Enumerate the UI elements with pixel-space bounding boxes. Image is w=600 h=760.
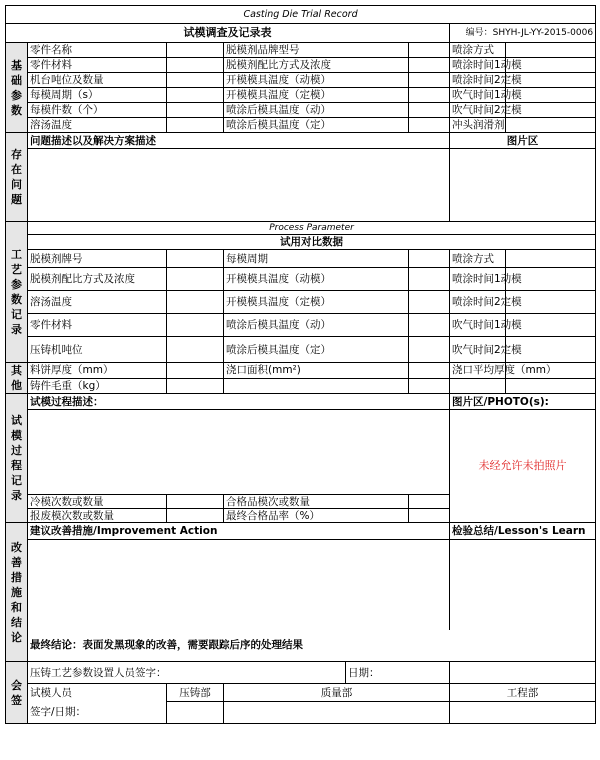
problem-photo-label: 图片区 xyxy=(450,133,596,149)
dept-quality-label: 质量部 xyxy=(224,684,450,702)
final-rate-label: 最终合格品率（%） xyxy=(224,509,409,523)
qualified-label: 合格品模次或数量 xyxy=(224,495,409,509)
basic-value[interactable] xyxy=(409,43,450,58)
basic-params-side-label: 基 础 参 数 xyxy=(6,43,28,133)
process-value[interactable] xyxy=(506,250,596,268)
other-empty[interactable] xyxy=(506,378,596,394)
basic-value[interactable] xyxy=(167,58,224,73)
basic-label: 喷涂时间1动模 xyxy=(450,58,506,73)
process-label: 喷涂时间2定模 xyxy=(450,291,506,314)
dept-die-casting-signature[interactable] xyxy=(167,702,224,724)
basic-label: 吹气时间2定模 xyxy=(450,103,506,118)
basic-value[interactable] xyxy=(409,118,450,133)
process-label: 每模周期 xyxy=(224,250,409,268)
improve-side-label: 改 善 措 施 和 结 论 xyxy=(6,523,28,662)
basic-value[interactable] xyxy=(506,118,596,133)
basic-label: 每模件数（个） xyxy=(28,103,167,118)
basic-value[interactable] xyxy=(167,118,224,133)
dept-engineering-signature[interactable] xyxy=(450,702,596,724)
basic-label: 喷涂时间2定模 xyxy=(450,73,506,88)
document-number: 编号：SHYH-JL-YY-2015-0006 xyxy=(450,24,596,43)
final-rate-value[interactable] xyxy=(409,509,450,523)
casting-weight-value[interactable] xyxy=(167,378,224,394)
process-english-title: Process Parameter xyxy=(28,222,596,235)
basic-value[interactable] xyxy=(409,103,450,118)
gate-thickness-label: 浇口平均厚度（mm） xyxy=(450,363,506,379)
problem-description-label: 问题描述以及解决方案描述 xyxy=(28,133,450,149)
basic-label: 脱模剂品牌型号 xyxy=(224,43,409,58)
basic-value[interactable] xyxy=(506,43,596,58)
other-empty[interactable] xyxy=(224,378,409,394)
basic-label: 溶汤温度 xyxy=(28,118,167,133)
process-value[interactable] xyxy=(409,268,450,291)
process-label: 压铸机吨位 xyxy=(28,337,167,363)
process-label: 溶汤温度 xyxy=(28,291,167,314)
problem-side-label: 存 在 问 题 xyxy=(6,133,28,222)
date-value[interactable] xyxy=(450,662,596,684)
improvement-action-area[interactable] xyxy=(28,540,450,630)
trial-description-area[interactable] xyxy=(28,410,450,495)
process-label: 喷涂后模具温度（动） xyxy=(224,314,409,337)
sign-date-label: 签字/日期： xyxy=(28,702,167,724)
process-value[interactable] xyxy=(167,268,224,291)
basic-value[interactable] xyxy=(167,103,224,118)
basic-label: 机台吨位及数量 xyxy=(28,73,167,88)
cold-shot-label: 冷模次数或数量 xyxy=(28,495,167,509)
trial-description-label: 试模过程描述： xyxy=(28,394,450,410)
process-value[interactable] xyxy=(167,291,224,314)
process-label: 脱模剂牌号 xyxy=(28,250,167,268)
biscuit-thickness-label: 料饼厚度（mm） xyxy=(28,363,167,379)
problem-description-area[interactable] xyxy=(28,149,450,222)
scrap-label: 报废模次数或数量 xyxy=(28,509,167,523)
countersign-side-label: 会 签 xyxy=(6,662,28,724)
scrap-value[interactable] xyxy=(167,509,224,523)
improvement-action-label: 建议改善措施/Improvement Action xyxy=(28,523,450,540)
other-side-label: 其 他 xyxy=(6,363,28,394)
process-value[interactable] xyxy=(167,337,224,363)
basic-label: 开模模具温度（动模） xyxy=(224,73,409,88)
basic-label: 脱模剂配比方式及浓度 xyxy=(224,58,409,73)
cold-shot-value[interactable] xyxy=(167,495,224,509)
other-empty[interactable] xyxy=(450,378,506,394)
record-sheet xyxy=(5,5,595,724)
process-label: 吹气时间1动模 xyxy=(450,314,506,337)
process-side-label: 工 艺 参 数 记 录 xyxy=(6,222,28,363)
basic-value[interactable] xyxy=(167,43,224,58)
trial-photo-label: 图片区/PHOTO(s): xyxy=(450,394,596,410)
dept-quality-signature[interactable] xyxy=(224,702,450,724)
trial-person-label: 试模人员 xyxy=(28,684,167,702)
basic-value[interactable] xyxy=(409,58,450,73)
basic-label: 零件材料 xyxy=(28,58,167,73)
lessons-learned-label: 检验总结/Lesson's Learn xyxy=(450,523,596,540)
biscuit-thickness-value[interactable] xyxy=(167,363,224,379)
qualified-value[interactable] xyxy=(409,495,450,509)
process-value[interactable] xyxy=(409,291,450,314)
basic-value[interactable] xyxy=(409,88,450,103)
process-value[interactable] xyxy=(409,337,450,363)
process-cn-title: 试用对比数据 xyxy=(28,235,596,250)
trial-photo-note: 未经允许未拍照片 xyxy=(450,410,596,523)
setter-signature-label: 压铸工艺参数设置人员签字： xyxy=(28,662,346,684)
process-label: 脱模剂配比方式及浓度 xyxy=(28,268,167,291)
basic-label: 喷涂后模具温度（动） xyxy=(224,103,409,118)
basic-label: 冲头润滑剂 xyxy=(450,118,506,133)
basic-label: 每模周期（s） xyxy=(28,88,167,103)
gate-area-value[interactable] xyxy=(409,363,450,379)
final-conclusion: 最终结论：表面发黑现象的改善，需要跟踪后序的处理结果 xyxy=(28,630,596,662)
casting-weight-label: 铸件毛重（kg） xyxy=(28,378,167,394)
basic-value[interactable] xyxy=(167,73,224,88)
basic-value[interactable] xyxy=(167,88,224,103)
basic-label: 喷涂后模具温度（定） xyxy=(224,118,409,133)
basic-label: 吹气时间1动模 xyxy=(450,88,506,103)
trial-side-label: 试 模 过 程 记 录 xyxy=(6,394,28,523)
english-title: Casting Die Trial Record xyxy=(6,6,596,24)
process-label: 喷涂后模具温度（定） xyxy=(224,337,409,363)
dept-die-casting-label: 压铸部 xyxy=(167,684,224,702)
form-title: 试模调查及记录表 xyxy=(6,24,450,43)
process-label: 喷涂时间1动模 xyxy=(450,268,506,291)
problem-photo-area[interactable] xyxy=(450,149,596,222)
process-label: 开模模具温度（动模） xyxy=(224,268,409,291)
process-value[interactable] xyxy=(167,250,224,268)
process-label: 吹气时间2定模 xyxy=(450,337,506,363)
process-value[interactable] xyxy=(409,250,450,268)
gate-area-label: 浇口面积(mm²) xyxy=(224,363,409,379)
lessons-learned-area[interactable] xyxy=(450,540,596,630)
process-label: 零件材料 xyxy=(28,314,167,337)
basic-label: 喷涂方式 xyxy=(450,43,506,58)
basic-label: 开模模具温度（定模） xyxy=(224,88,409,103)
other-empty[interactable] xyxy=(409,378,450,394)
process-label: 喷涂方式 xyxy=(450,250,506,268)
process-value[interactable] xyxy=(409,314,450,337)
date-label: 日期： xyxy=(346,662,450,684)
basic-value[interactable] xyxy=(409,73,450,88)
process-value[interactable] xyxy=(167,314,224,337)
basic-label: 零件名称 xyxy=(28,43,167,58)
dept-engineering-label: 工程部 xyxy=(450,684,596,702)
record-table xyxy=(5,5,596,724)
process-label: 开模模具温度（定模） xyxy=(224,291,409,314)
